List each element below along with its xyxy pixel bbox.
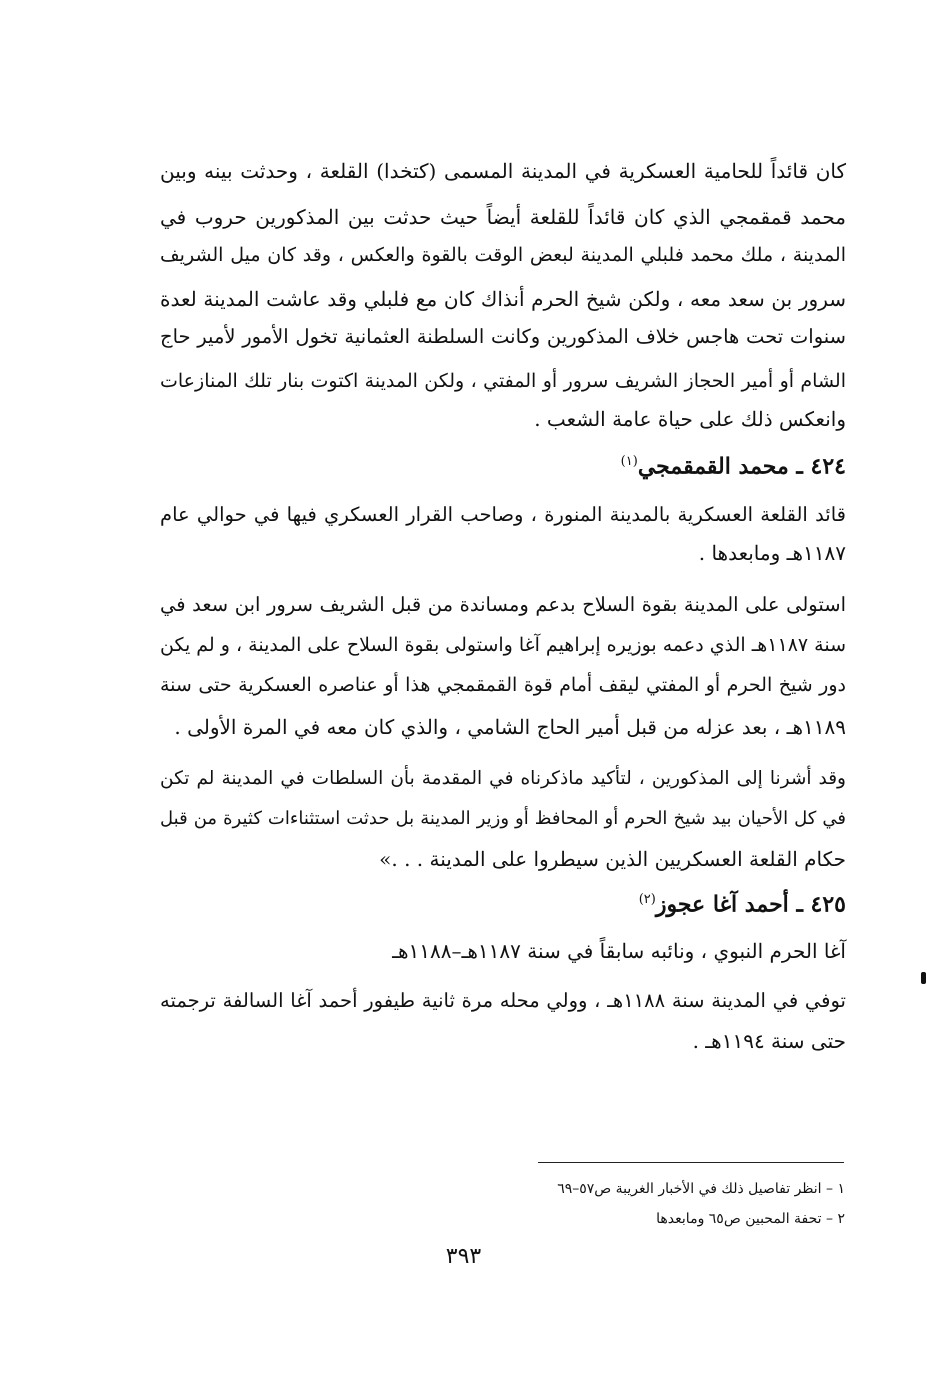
text-line: وانعكس ذلك على حياة عامة الشعب . <box>534 407 846 431</box>
footnote-ref: (٢) <box>638 892 656 907</box>
page-number: ٣٩٣ <box>445 1244 482 1269</box>
entry-title: ٤٢٥ ـ أحمد آغا عجوز <box>655 891 846 918</box>
text-line: استولى على المدينة بقوة السلاح بدعم ومساندة من قبل الشريف سرور ابن سعد في <box>160 593 846 616</box>
footnote: ٢ – تحفة المحبين ص٦٥ ومابعدها <box>656 1211 845 1227</box>
text-line: ١١٨٩هـ ، بعد عزله من قبل أمير الحاج الشامي ، والذي كان معه في المرة الأولى . <box>174 715 846 739</box>
text-line: ١١٨٧هـ ومابعدها . <box>698 541 846 565</box>
text-line: حتى سنة ١١٩٤هـ . <box>692 1029 846 1053</box>
text-line: قائد القلعة العسكرية بالمدينة المنورة ، وصاحب القرار العسكري فيها في حوالي عام <box>160 503 846 526</box>
entry-heading <box>160 884 846 920</box>
text-line: المدينة ، ملك محمد فلبلي المدينة لبعض الوقت بالقوة والعكس ، وقد كان ميل الشريف <box>160 244 846 266</box>
text-line: في كل الأحيان بيد شيخ الحرم أو المحافظ أو وزير المدينة بل حدثت استثناءات كثيرة من قبل <box>160 808 846 829</box>
entry-heading <box>160 446 846 482</box>
text-line: الشام أو أمير الحجاز الشريف سرور أو المفتي ، ولكن المدينة اكتوت بنار تلك المنازعات <box>160 370 846 392</box>
text-line: سرور بن سعد معه ، ولكن شيخ الحرم أنذاك كان مع فلبلي وقد عاشت المدينة لعدة <box>160 287 846 311</box>
footnote-divider <box>538 1162 844 1163</box>
text-line: توفي في المدينة سنة ١١٨٨هـ ، وولي محله مرة ثانية طيفور أحمد آغا السالفة ترجمته <box>160 989 846 1012</box>
footnote-ref: (١) <box>620 454 638 469</box>
text-line: وقد أشرنا إلى المذكورين ، لتأكيد ماذكرناه في المقدمة بأن السلطات في المدينة لم تكن <box>160 768 846 789</box>
text-line: حكام القلعة العسكريين الذين سيطروا على المدينة . . .» <box>379 847 846 871</box>
text-line: محمد قمقمجي الذي كان قائداً للقلعة أيضاً حيث حدثت بين المذكورين حروب في <box>160 205 846 229</box>
text-line: سنوات تحت هاجس خلاف المذكورين وكانت السلطنة العثمانية تخول الأمور لأمير حاج <box>160 325 846 348</box>
footnote: ١ – انظر تفاصيل ذلك في الأخبار الغريبة ص٥٧–٦٩ <box>557 1181 845 1197</box>
scan-mark <box>921 972 926 984</box>
text-line: آغا الحرم النبوي ، ونائبه سابقاً في سنة ١١٨٧هـ–١١٨٨هـ <box>392 939 846 963</box>
text-line: دور شيخ الحرم أو المفتي ليقف أمام قوة القمقمجي هذا أو عناصره العسكرية حتى سنة <box>160 674 846 696</box>
entry-title: ٤٢٤ ـ محمد القمقمجي <box>637 453 846 480</box>
text-line: كان قائداً للحامية العسكرية في المدينة المسمى (كتخدا) القلعة ، وحدثت بينه وبين <box>160 159 846 183</box>
text-line: سنة ١١٨٧هـ الذي دعمه بوزيره إبراهيم آغا واستولى بقوة السلاح على المدينة ، و لم يكن <box>160 634 846 656</box>
